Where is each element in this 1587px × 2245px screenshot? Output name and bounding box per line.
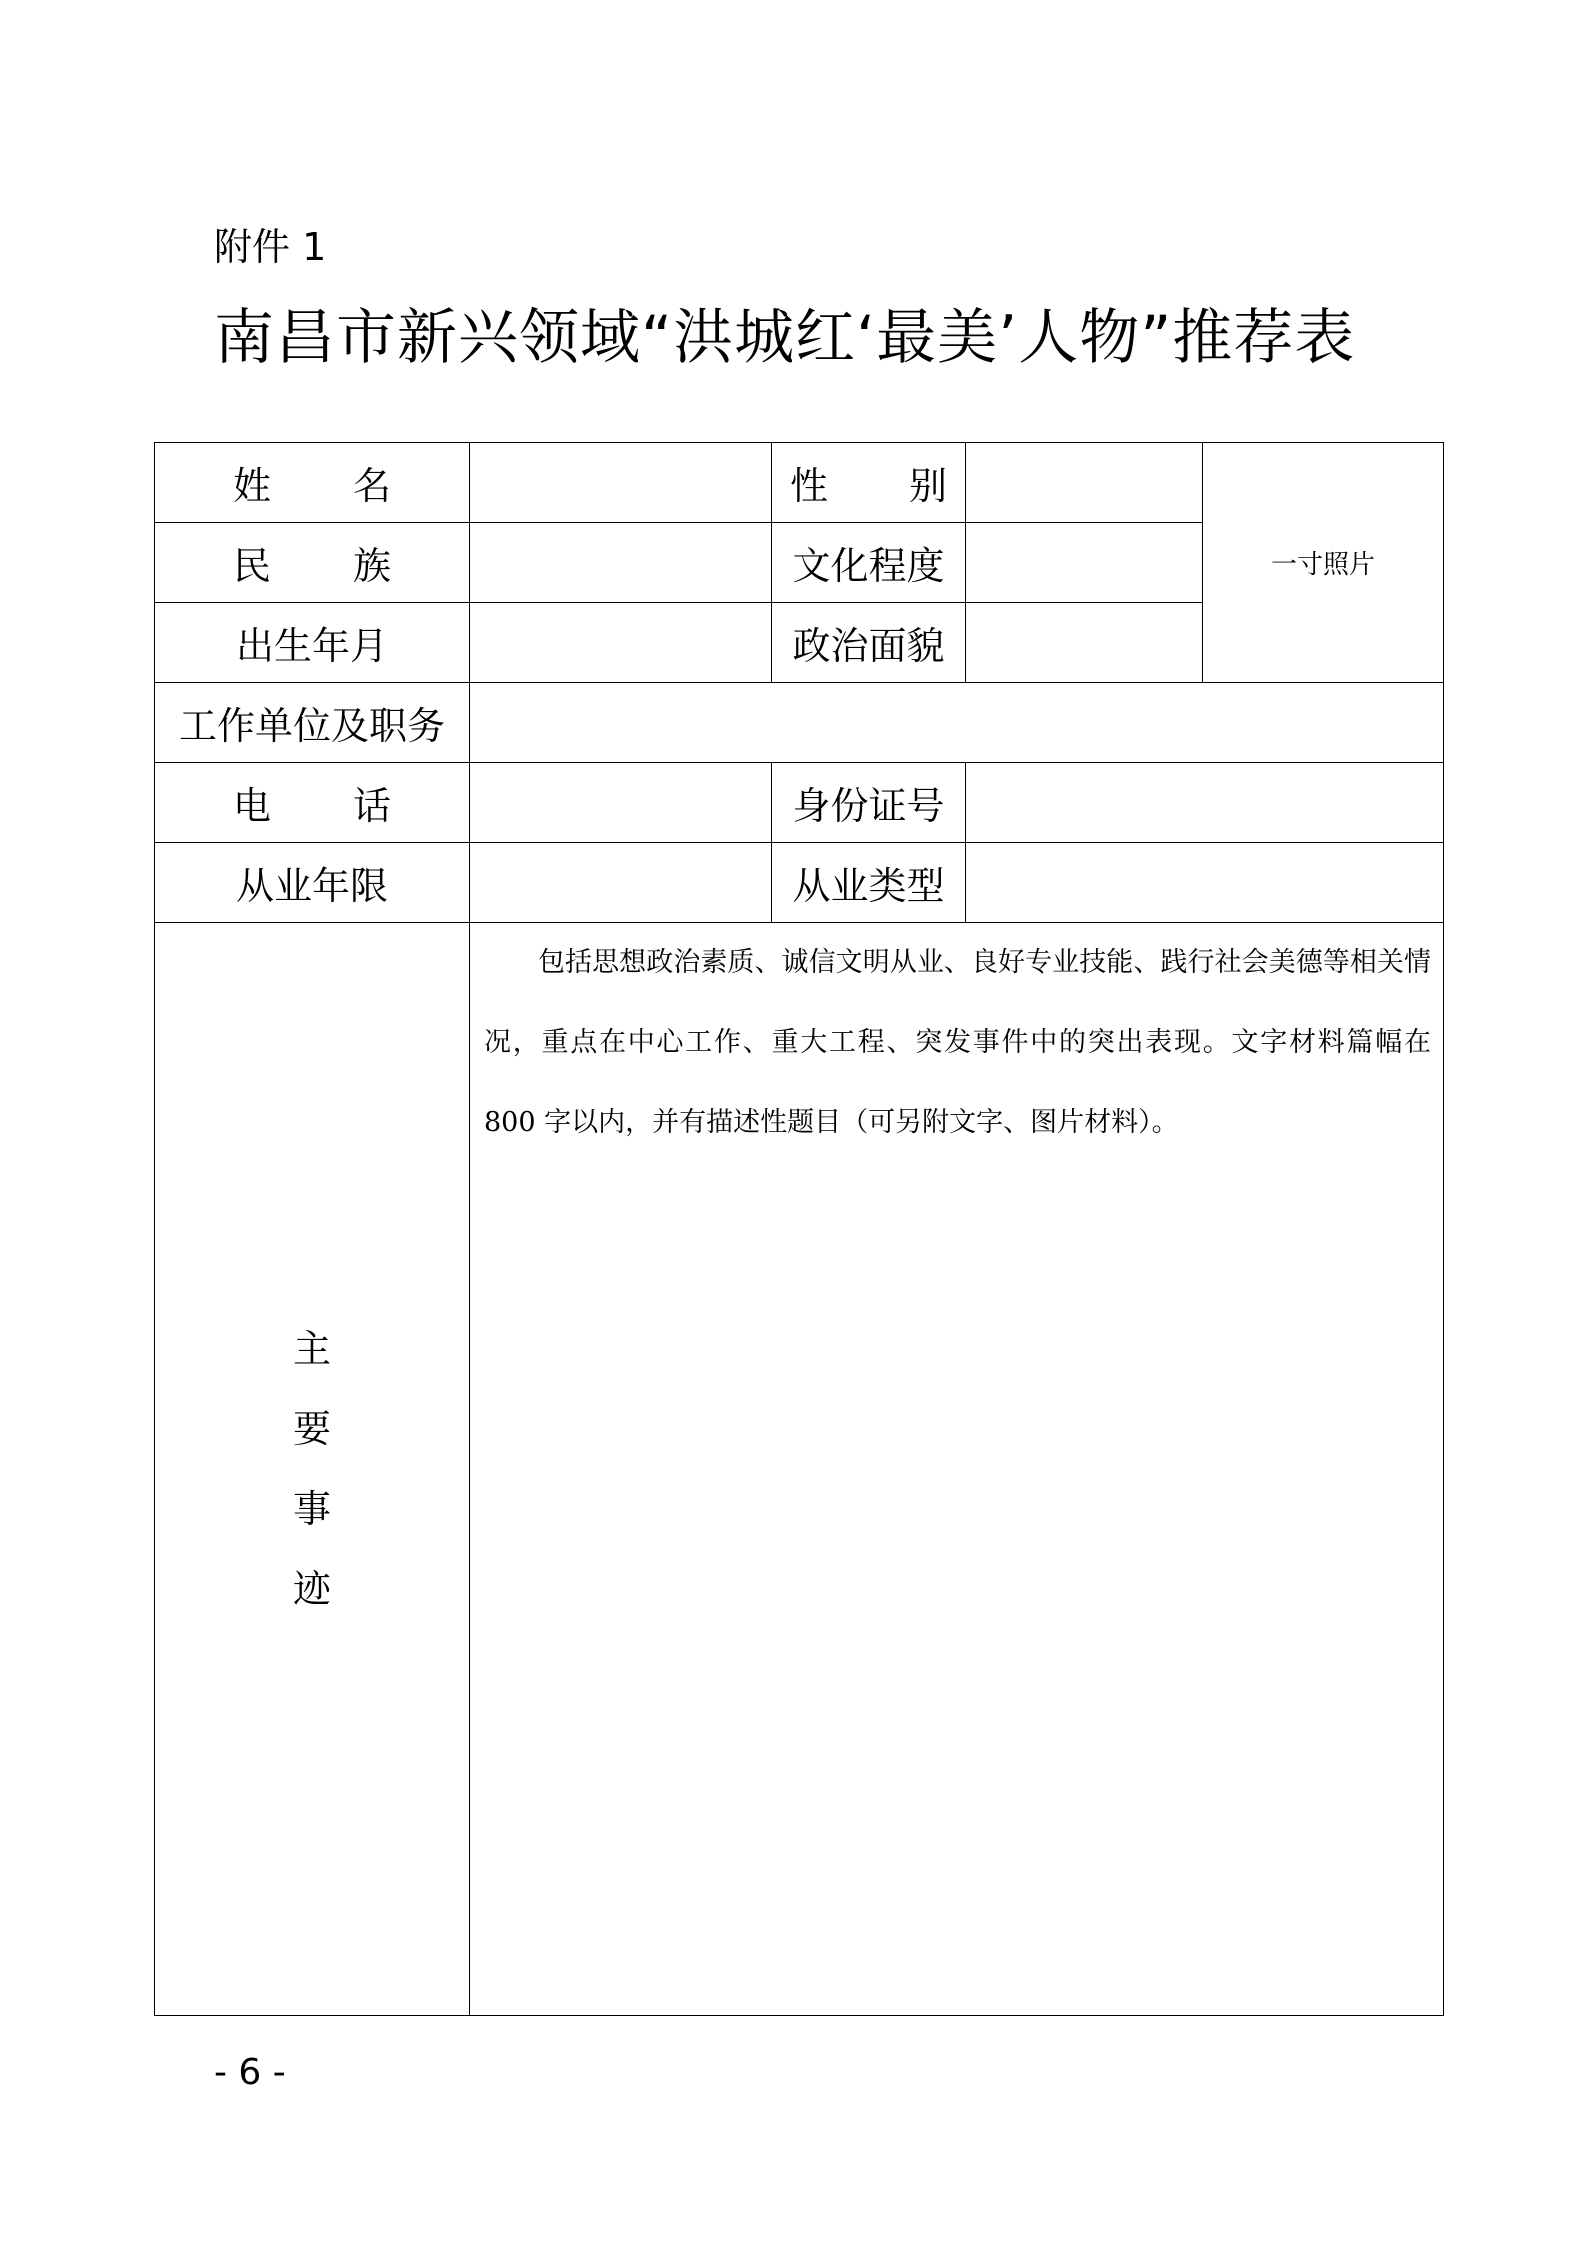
recommendation-form bbox=[154, 442, 1444, 2016]
attachment-label: 附件 1 bbox=[214, 225, 327, 269]
phone-field[interactable] bbox=[470, 763, 772, 843]
politics-label: 政治面貌 bbox=[772, 603, 966, 683]
gender-field[interactable] bbox=[966, 443, 1203, 523]
years-field[interactable] bbox=[470, 843, 772, 923]
deeds-instruction: 包括思想政治素质、诚信文明从业、良好专业技能、践行社会美德等相关情况，重点在中心工作、重大工程、突发事件中的突出表现。文字材料篇幅在 800 字以内，并有描述性题目（可另附文字、图片材料）。 bbox=[484, 947, 1431, 1138]
type-label: 从业类型 bbox=[772, 843, 966, 923]
photo-box[interactable]: 一寸照片 bbox=[1203, 443, 1444, 683]
birth-field[interactable] bbox=[470, 603, 772, 683]
education-field[interactable] bbox=[966, 523, 1203, 603]
years-label: 从业年限 bbox=[155, 843, 470, 923]
workplace-field[interactable] bbox=[470, 683, 1444, 763]
id-label: 身份证号 bbox=[772, 763, 966, 843]
ethnicity-field[interactable] bbox=[470, 523, 772, 603]
name-field[interactable] bbox=[470, 443, 772, 523]
id-field[interactable] bbox=[966, 763, 1444, 843]
type-field[interactable] bbox=[966, 843, 1444, 923]
name-label: 姓 名 bbox=[155, 443, 470, 523]
page-number: - 6 - bbox=[214, 2052, 286, 2093]
workplace-label: 工作单位及职务 bbox=[155, 683, 470, 763]
gender-label: 性 别 bbox=[772, 443, 966, 523]
birth-label: 出生年月 bbox=[155, 603, 470, 683]
phone-label: 电 话 bbox=[155, 763, 470, 843]
ethnicity-label: 民 族 bbox=[155, 523, 470, 603]
education-label: 文化程度 bbox=[772, 523, 966, 603]
politics-field[interactable] bbox=[966, 603, 1203, 683]
deeds-label: 主 要 事 迹 bbox=[155, 923, 470, 2016]
deeds-field[interactable] bbox=[470, 923, 1444, 2016]
page-title: 南昌市新兴领域“洪城红‘最美’人物”推荐表 bbox=[214, 303, 1356, 373]
